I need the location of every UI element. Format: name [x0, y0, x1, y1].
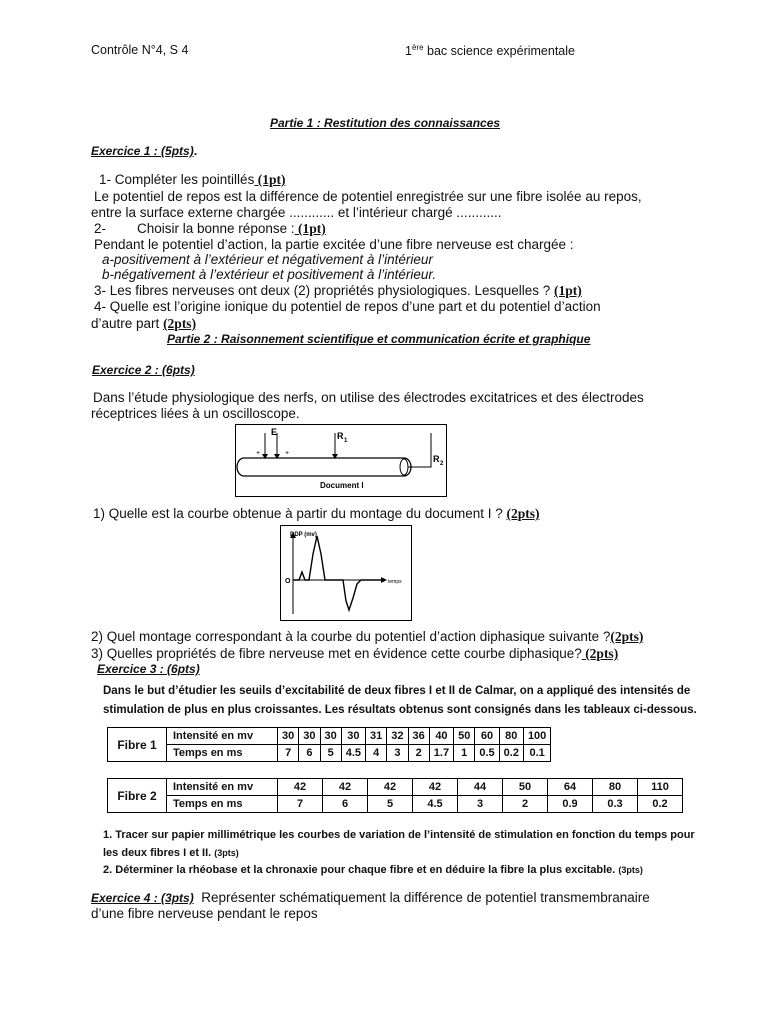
table-cell: 50 [503, 779, 548, 796]
ex2-q3: 3) Quelles propriétés de fibre nerveuse met en évidence cette courbe diphasique? (2pts) [91, 646, 619, 661]
document-1-caption: Document I [320, 481, 364, 490]
table-cell: 32 [387, 728, 408, 745]
ex1-q4: 4- Quelle est l’origine ionique du potentiel de repos d’une part et du potentiel d’action [94, 299, 601, 314]
ex3-intro-line2: stimulation de plus en plus croissantes. Les résultats obtenus sont consignés dans les tableaux ci-dessous. [103, 704, 697, 716]
ex2-q1: 1) Quelle est la courbe obtenue à partir du montage du document I ? (2pts) [93, 506, 540, 521]
table-row [108, 728, 551, 745]
ex4-line2: d’une fibre nerveuse pendant le repos [91, 906, 318, 921]
diphasic-curve [281, 526, 411, 620]
table-row [108, 779, 683, 796]
table-cell: 4.5 [341, 745, 365, 762]
ex4-line1: Exercice 4 : (3pts) Représenter schématiquement la différence de potentiel transmembranaire [91, 890, 650, 905]
electrode-e-label: E [271, 427, 278, 437]
table-cell: 1 [454, 745, 475, 762]
oscilloscope-figure [280, 525, 412, 621]
table-cell: 7 [278, 745, 299, 762]
table-cell: 36 [408, 728, 429, 745]
table-cell: 60 [475, 728, 499, 745]
table-cell: 5 [368, 796, 413, 813]
fibre-1-name: Fibre 1 [108, 728, 167, 762]
ex2-intro-line1: Dans l’étude physiologique des nerfs, on utilise des électrodes excitatrices et des électrodes [93, 390, 644, 405]
fibre-2-table [107, 778, 683, 813]
origin-label: O [285, 578, 291, 585]
ddp-axis-label: DDP (mv) [290, 532, 317, 538]
table-cell: 42 [413, 779, 458, 796]
ex3-q2: 2. Déterminer la rhéobase et la chronaxie pour chaque fibre et en déduire la fibre la plus excitable. (3pts) [103, 864, 643, 876]
table-cell: 64 [548, 779, 593, 796]
table-cell: 0.3 [593, 796, 638, 813]
part1-title: Partie 1 : Restitution des connaissances [270, 116, 501, 130]
table-cell: 3 [458, 796, 503, 813]
electrode-r2-sub: 2 [440, 461, 444, 467]
table-cell: 3 [387, 745, 408, 762]
electrode-r1-sub: 1 [344, 438, 348, 444]
table-cell: 30 [278, 728, 299, 745]
ex1-heading: Exercice 1 : (5pts). [91, 144, 198, 158]
table-cell: 42 [278, 779, 323, 796]
ex3-heading: Exercice 3 : (6pts) [97, 662, 200, 676]
table-cell: 110 [638, 779, 683, 796]
table-cell: 1.7 [429, 745, 453, 762]
table-cell: 42 [323, 779, 368, 796]
ex3-q1-line2: les deux fibres I et II. (3pts) [103, 847, 239, 859]
ex1-q2-line1: Pendant le potentiel d’action, la partie excitée d’une fibre nerveuse est chargée : [94, 237, 574, 252]
table-cell: 2 [408, 745, 429, 762]
table-cell: 5 [320, 745, 341, 762]
table-cell: 31 [366, 728, 387, 745]
electrode-r2-label: R [433, 454, 440, 464]
table-cell: 30 [299, 728, 320, 745]
ex1-q1-line2: entre la surface externe chargée ............ et l’intérieur chargé ............ [91, 205, 502, 220]
ex1-q2-number: 2- [94, 221, 107, 236]
table-cell: 42 [368, 779, 413, 796]
table-cell: 2 [503, 796, 548, 813]
fibre-1-table [107, 727, 551, 762]
table-cell: 44 [458, 779, 503, 796]
part2-title: Partie 2 : Raisonnement scientifique et communication écrite et graphique [167, 332, 591, 346]
plus-sign-2: + [285, 450, 290, 457]
ex1-q4-line2: d’autre part (2pts) [91, 316, 197, 331]
table-cell: 80 [499, 728, 523, 745]
row-label: Intensité en mv [167, 779, 278, 796]
ex1-q3: 3- Les fibres nerveuses ont deux (2) propriétés physiologiques. Lesquelles ? (1pt) [94, 283, 582, 298]
electrode-r1-label: R [337, 431, 344, 441]
table-cell: 7 [278, 796, 323, 813]
row-label: Temps en ms [167, 745, 278, 762]
table-cell: 30 [320, 728, 341, 745]
ex2-heading: Exercice 2 : (6pts) [92, 363, 195, 377]
table-cell: 0.1 [523, 745, 550, 762]
table-cell: 40 [429, 728, 453, 745]
row-label: Temps en ms [167, 796, 278, 813]
ex1-q2-option-b: b-négativement à l’extérieur et positivement à l’intérieur. [102, 267, 437, 282]
table-cell: 0.2 [499, 745, 523, 762]
time-axis-label: temps [388, 579, 402, 585]
nerve-fiber-diagram [236, 425, 446, 496]
document-1-figure [235, 424, 447, 497]
table-cell: 100 [523, 728, 550, 745]
ex1-q1: 1- Compléter les pointillés (1pt) [99, 172, 286, 187]
ex1-q1-line1: Le potentiel de repos est la différence de potentiel enregistrée sur une fibre isolée au repos, [94, 189, 642, 204]
table-cell: 4 [366, 745, 387, 762]
row-label: Intensité en mv [167, 728, 278, 745]
table-cell: 30 [341, 728, 365, 745]
table-cell: 4.5 [413, 796, 458, 813]
table-cell: 6 [299, 745, 320, 762]
ex3-intro-line1: Dans le but d’étudier les seuils d’excitabilité de deux fibres I et II de Calmar, on a appliqué des intensités de [103, 685, 691, 697]
ex1-q2: Choisir la bonne réponse : (1pt) [137, 221, 326, 236]
header-right: 1ère bac science expérimentale [405, 43, 575, 59]
table-row [108, 745, 551, 762]
table-cell: 0.5 [475, 745, 499, 762]
plus-sign-1: + [256, 450, 261, 457]
table-cell: 50 [454, 728, 475, 745]
table-cell: 0.9 [548, 796, 593, 813]
ex1-q2-option-a: a-positivement à l’extérieur et négativement à l’intérieur [102, 252, 433, 267]
ex3-q1-line1: 1. Tracer sur papier millimétrique les courbes de variation de l’intensité de stimulation en fonction du temps pour [103, 829, 695, 841]
fibre-2-name: Fibre 2 [108, 779, 167, 813]
table-cell: 0.2 [638, 796, 683, 813]
header-left: Contrôle N°4, S 4 [91, 43, 189, 57]
table-cell: 80 [593, 779, 638, 796]
ex2-intro-line2: réceptrices liées à un oscilloscope. [91, 406, 300, 421]
table-cell: 6 [323, 796, 368, 813]
table-row [108, 796, 683, 813]
ex2-q2: 2) Quel montage correspondant à la courbe du potentiel d’action diphasique suivante ?(2pts) [91, 629, 644, 644]
